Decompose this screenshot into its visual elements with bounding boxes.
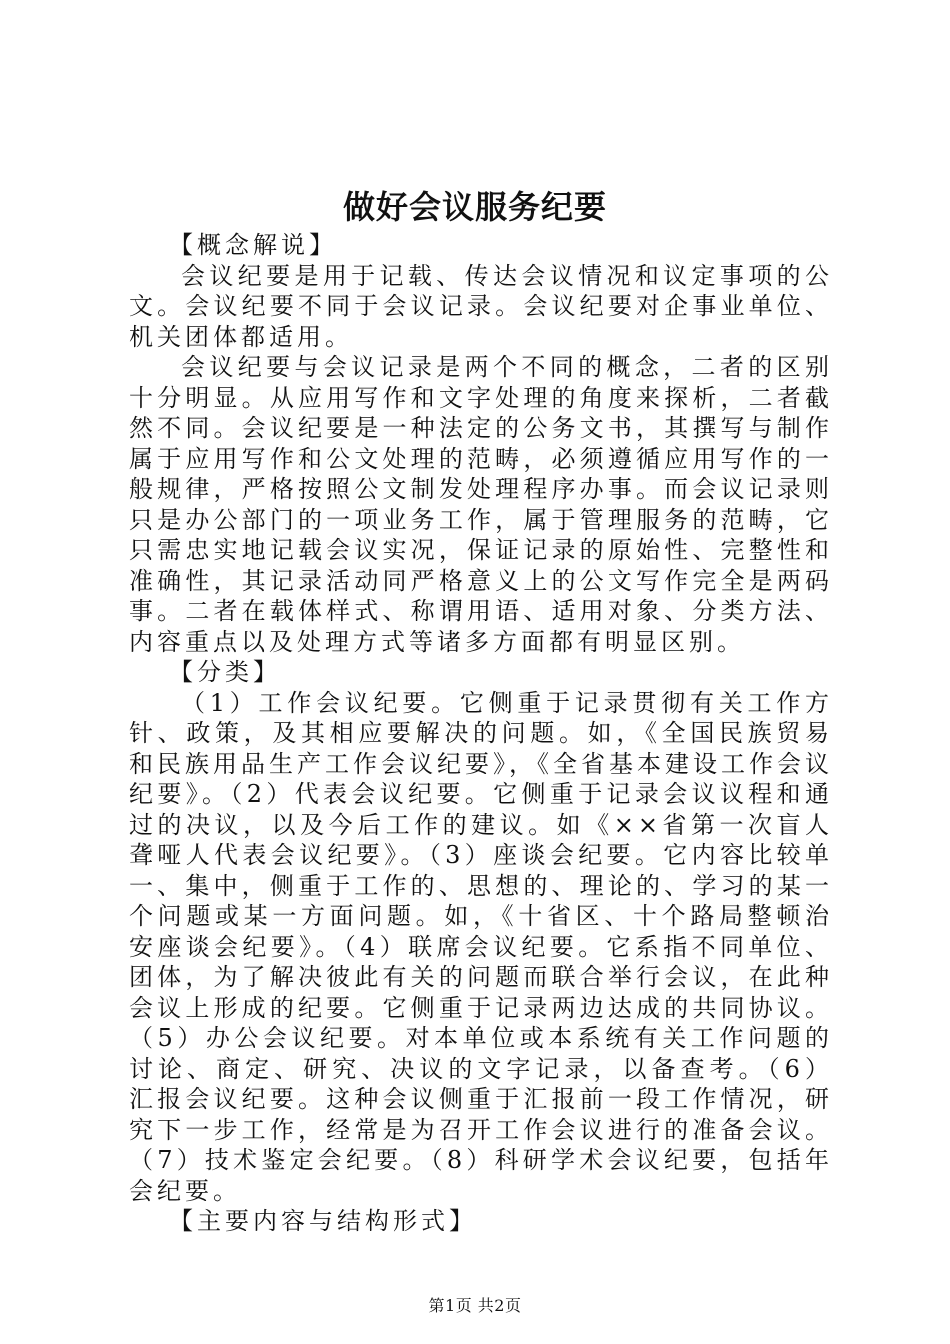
page-footer: 第1页 共2页: [428, 1296, 522, 1315]
document-title: 做好会议服务纪要: [342, 188, 607, 226]
section-heading-classification: 【分类】: [169, 658, 281, 686]
paragraph-definition: 会议纪要是用于记载、传达会议情况和议定事项的公文。会议纪要不同于会议记录。会议纪要对企事业单位、机关团体都适用。: [129, 261, 833, 351]
paragraph-distinction: 会议纪要与会议记录是两个不同的概念，二者的区别十分明显。从应用写作和文字处理的角度来探析，二者截然不同。会议纪要是一种法定的公务文书，其撰写与制作属于应用写作和公文处理的范畴，必须遵循应用写作的一般规律，严格按照公文制发处理程序办事。而会议记录则只是办公部门的一项业务工作，属于管理服务的范畴，它只需忠实地记载会议实况，保证记录的原始性、完整性和准确性，其记录活动同严格意义上的公文写作完全是两码事。二者在载体样式、称谓用语、适用对象、分类方法、内容重点以及处理方式等诸多方面都有明显区别。: [129, 353, 833, 656]
paragraph-classification: （1）工作会议纪要。它侧重于记录贯彻有关工作方针、政策，及其相应要解决的问题。如，《全国民族贸易和民族用品生产工作会议纪要》，《全省基本建设工作会议纪要》。（2）代表会议纪要。它侧重于记录会议议程和通过的决议，以及今后工作的建议。如《××省第一次盲人聋哑人代表会议纪要》。（3）座谈会纪要。它内容比较单一、集中，侧重于工作的、思想的、理论的、学习的某一个问题或某一方面问题。如，《十省区、十个路局整顿治安座谈会纪要》。（4）联席会议纪要。它系指不同单位、团体，为了解决彼此有关的问题而联合举行会议，在此种会议上形成的纪要。它侧重于记录两边达成的共同协议。（5）办公会议纪要。对本单位或本系统有关工作问题的讨论、商定、研究、决议的文字记录，以备查考。（6）汇报会议纪要。这种会议侧重于汇报前一段工作情况，研究下一步工作，经常是为召开工作会议进行的准备会议。（7）技术鉴定会纪要。（8）科研学术会议纪要，包括年会纪要。: [129, 688, 833, 1205]
section-heading-content-structure: 【主要内容与结构形式】: [169, 1207, 477, 1235]
document-body: [129, 230, 833, 1237]
section-heading-concept: 【概念解说】: [169, 231, 337, 259]
